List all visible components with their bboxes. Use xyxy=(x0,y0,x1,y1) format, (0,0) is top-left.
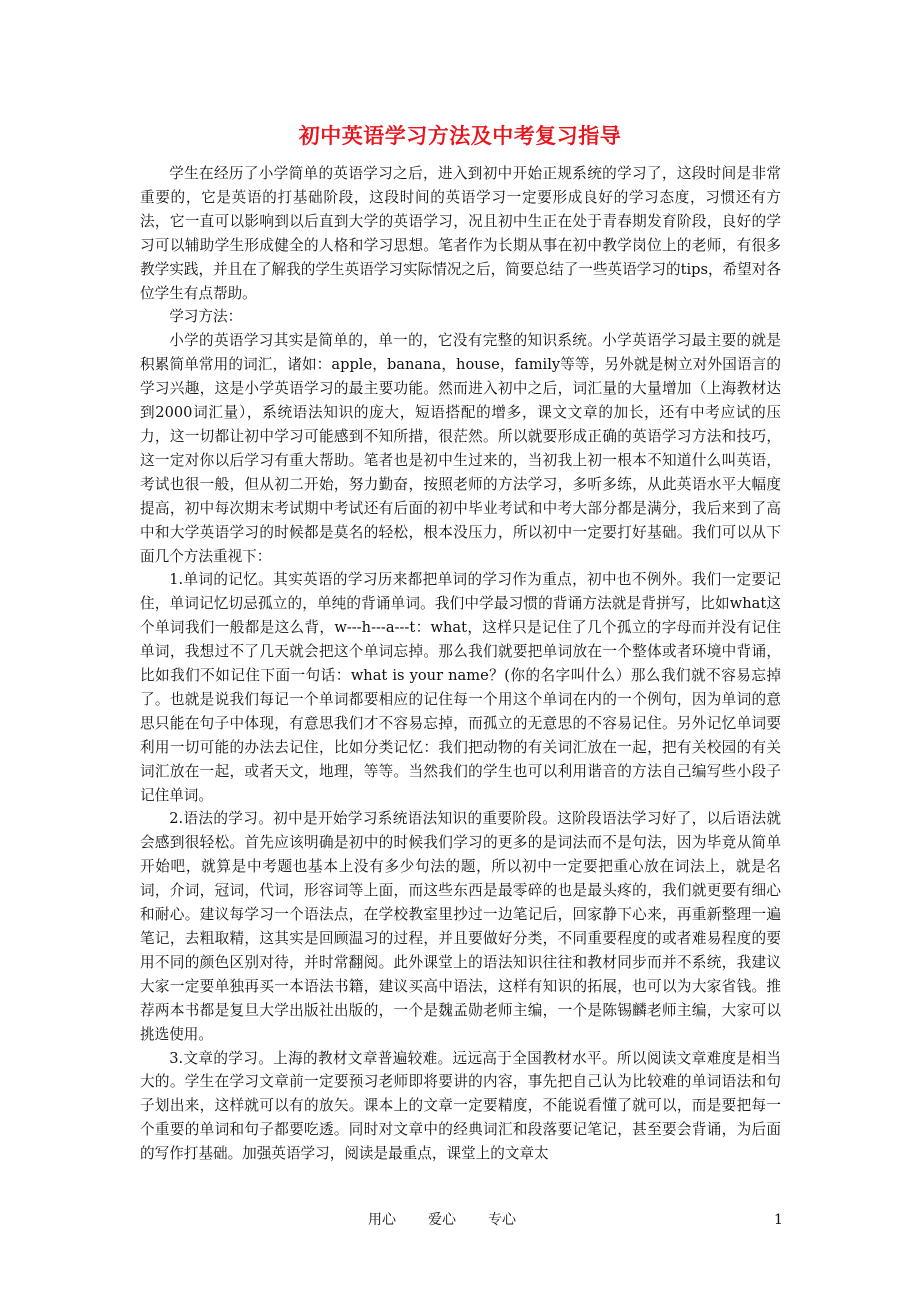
paragraph-primary-school: 小学的英语学习其实是简单的，单一的，它没有完整的知识系统。小学英语学习最主要的就是积累简单常用的词汇，诸如：apple，banana，house，family等等，另外就是树立对外国语言的学习兴趣，这是小学英语学习的最主要功能。然而进入初中之后，词汇量的大量增加（上海教材达到2000词汇量），系统语法知识的庞大，短语搭配的增多，课文文章的加长，还有中考应试的压力，这一切都让初中学习可能感到不知所措，很茫然。所以就要形成正确的英语学习方法和技巧，这一定对你以后学习有重大帮助。笔者也是初中生过来的，当初我上初一根本不知道什么叫英语，考试也很一般，但从初二开始，努力勤奋，按照老师的方法学习，多听多练，从此英语水平大幅度提高，初中每次期末考试期中考试还有后面的初中毕业考试和中考大部分都是满分，我后来到了高中和大学英语学习的时候都是莫名的轻松，根本没压力，所以初中一定要打好基础。我们可以从下面几个方法重视下： xyxy=(140,332,781,565)
document-body xyxy=(140,162,781,1166)
footer-word: 用心 xyxy=(368,1212,396,1228)
footer-word: 专心 xyxy=(488,1212,516,1228)
footer-word: 爱心 xyxy=(428,1212,456,1228)
paragraph-intro: 学生在经历了小学简单的英语学习之后，进入到初中开始正规系统的学习了，这段时间是非常重要的，它是英语的打基础阶段，这段时间的英语学习一定要形成良好的学习态度，习惯还有方法，它一直可以影响到以后直到大学的英语学习，况且初中生正在处于青春期发育阶段，良好的学习可以辅助学生形成健全的人格和学习思想。笔者作为长期从事在初中教学岗位上的老师，有很多教学实践，并且在了解我的学生英语学习实际情况之后，简要总结了一些英语学习的tips，希望对各位学生有点帮助。 xyxy=(140,165,781,302)
paragraph-vocabulary: 1.单词的记忆。其实英语的学习历来都把单词的学习作为重点，初中也不例外。我们一定要记住，单词记忆切忌孤立的，单纯的背诵单词。我们中学最习惯的背诵方法就是背拼写，比如what这个单词我们一般都是这么背，w---h---a---t：what，这样只是记住了几个孤立的字母而并没有记住单词，我想过不了几天就会把这个单词忘掉。那么我们就要把单词放在一个整体或者环境中背诵，比如我们不如记住下面一句话：what is your name？(你的名字叫什么）那么我们就不容易忘掉了。也就是说我们每记一个单词都要相应的记住每一个用这个单词在内的一个例句，因为单词的意思只能在句子中体现，有意思我们才不容易忘掉，而孤立的无意思的不容易记住。另外记忆单词要利用一切可能的办法去记住，比如分类记忆：我们把动物的有关词汇放在一起，把有关校园的有关词汇放在一起，或者天文，地理，等等。当然我们的学生也可以利用谐音的方法自己编写些小段子记住单词。 xyxy=(140,571,781,804)
paragraph-methods-heading: 学习方法： xyxy=(169,308,243,326)
footer-motto xyxy=(368,1209,548,1231)
page-number: 1 xyxy=(774,1212,783,1228)
document-title: 初中英语学习方法及中考复习指导 xyxy=(298,124,622,148)
paragraph-reading: 3.文章的学习。上海的教材文章普遍较难。远远高于全国教材水平。所以阅读文章难度是相当大的。学生在学习文章前一定要预习老师即将要讲的内容，事先把自己认为比较难的单词语法和句子划出来，这样就可以有的放矢。课本上的文章一定要精度，不能说看懂了就可以，而是要把每一个重要的单词和句子都要吃透。同时对文章中的经典词汇和段落要记笔记，甚至要会背诵，为后面的写作打基础。加强英语学习，阅读是最重点，课堂上的文章太 xyxy=(140,1049,781,1163)
page-footer xyxy=(0,1209,920,1231)
paragraph-grammar: 2.语法的学习。初中是开始学习系统语法知识的重要阶段。这阶段语法学习好了，以后语法就会感到很轻松。首先应该明确是初中的时候我们学习的更多的是词法而不是句法，因为毕竟从简单开始吧，就算是中考题也基本上没有多少句法的题，所以初中一定要把重心放在词法上，就是名词，介词，冠词，代词，形容词等上面，而这些东西是最零碎的也是最头疼的，我们就更要有细心和耐心。建议每学习一个语法点，在学校教室里抄过一边笔记后，回家静下心来，再重新整理一遍笔记，去粗取精，这其实是回顾温习的过程，并且要做好分类，不同重要程度的或者难易程度的要用不同的颜色区别对待，并时常翻阅。此外课堂上的语法知识往往和教材同步而并不系统，我建议大家一定要单独再买一本语法书籍，建议买高中语法，这样有知识的拓展，也可以为大家省钱。推荐两本书都是复旦大学出版社出版的，一个是魏孟勋老师主编，一个是陈锡麟老师主编，大家可以挑选使用。 xyxy=(140,810,781,1043)
